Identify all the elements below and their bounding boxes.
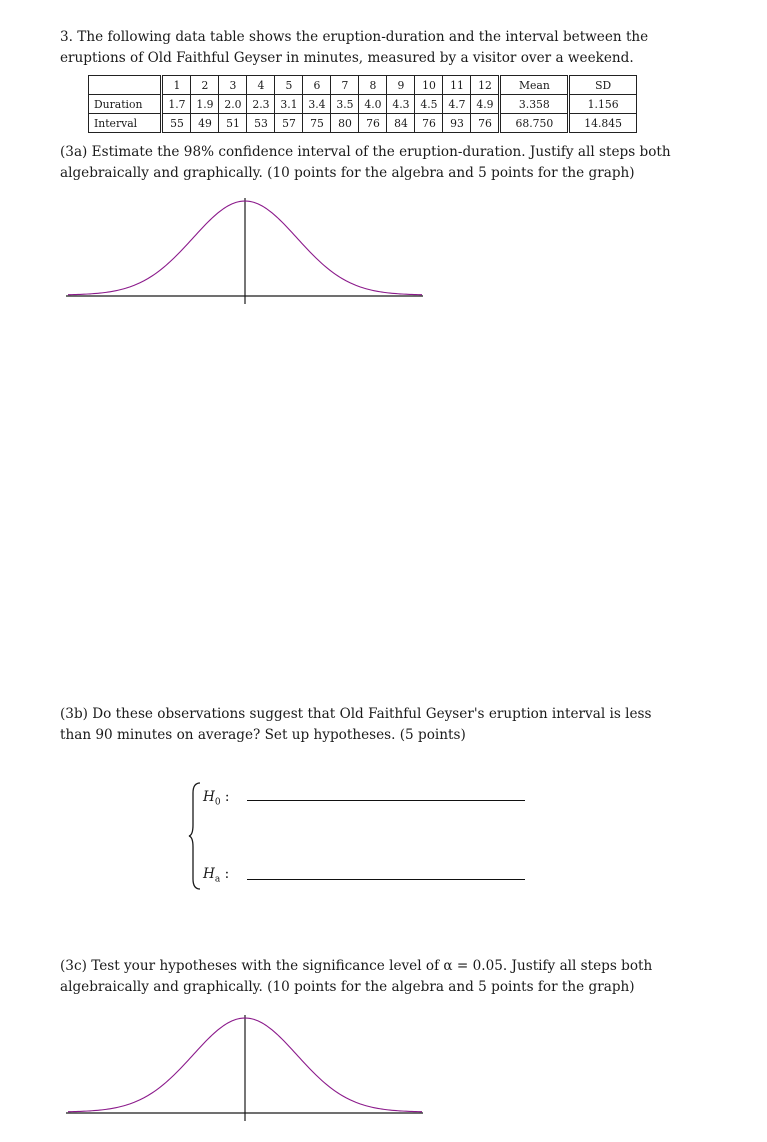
table-header-cell: 3 xyxy=(219,76,247,95)
part-b-prompt: (3b) Do these observations suggest that Old Faithful Geyser's eruption interval is less than 90 minutes on average? Set up hypotheses. (5 points) xyxy=(60,706,652,743)
row-label: Duration xyxy=(89,95,162,114)
table-header-cell: 7 xyxy=(331,76,359,95)
table-cell: 55 xyxy=(162,114,191,133)
table-row-interval xyxy=(89,114,637,133)
table-cell: 75 xyxy=(303,114,331,133)
bell-curve-graph-c xyxy=(0,1005,440,1125)
table-header-cell: 11 xyxy=(443,76,471,95)
table-cell: 51 xyxy=(219,114,247,133)
table-corner-cell xyxy=(89,76,162,95)
table-cell: 93 xyxy=(443,114,471,133)
table-cell: 2.0 xyxy=(219,95,247,114)
table-cell: 4.0 xyxy=(359,95,387,114)
bell-curve-graph-a xyxy=(0,188,440,308)
table-cell: 3.1 xyxy=(275,95,303,114)
row-label: Interval xyxy=(89,114,162,133)
null-hypothesis-blank[interactable] xyxy=(247,800,525,801)
sd-cell: 1.156 xyxy=(569,95,637,114)
table-header-cell: 5 xyxy=(275,76,303,95)
null-hypothesis-label: $H_0$ : xyxy=(203,789,230,808)
left-brace xyxy=(188,781,204,891)
table-header-cell: 1 xyxy=(162,76,191,95)
table-cell: 1.7 xyxy=(162,95,191,114)
table-cell: 84 xyxy=(387,114,415,133)
table-cell: 53 xyxy=(247,114,275,133)
table-cell: 3.5 xyxy=(331,95,359,114)
table-header-cell: 12 xyxy=(471,76,500,95)
table-cell: 57 xyxy=(275,114,303,133)
mean-cell: 3.358 xyxy=(500,95,569,114)
table-cell: 76 xyxy=(415,114,443,133)
alternative-hypothesis-blank[interactable] xyxy=(247,879,525,880)
alternative-hypothesis-label: $H_a$ : xyxy=(203,866,230,885)
part-c-prompt: (3c) Test your hypotheses with the significance level of α = 0.05. Justify all steps both algebraically and graphically. (10 points for the algebra and 5 points for the graph) xyxy=(60,958,653,995)
mean-cell: 68.750 xyxy=(500,114,569,133)
data-table xyxy=(88,75,637,133)
sd-cell: 14.845 xyxy=(569,114,637,133)
table-header-row xyxy=(89,76,637,95)
table-cell: 4.7 xyxy=(443,95,471,114)
table-header-cell: 2 xyxy=(191,76,219,95)
table-cell: 2.3 xyxy=(247,95,275,114)
table-header-cell: 6 xyxy=(303,76,331,95)
table-cell: 80 xyxy=(331,114,359,133)
table-cell: 3.4 xyxy=(303,95,331,114)
table-cell: 4.5 xyxy=(415,95,443,114)
table-header-cell: 9 xyxy=(387,76,415,95)
table-header-cell: 4 xyxy=(247,76,275,95)
table-cell: 1.9 xyxy=(191,95,219,114)
mean-header: Mean xyxy=(500,76,569,95)
table-row-duration xyxy=(89,95,637,114)
table-cell: 4.3 xyxy=(387,95,415,114)
part-a-prompt: (3a) Estimate the 98% confidence interval of the eruption-duration. Justify all steps both algebraically and graphically. (10 points for the algebra and 5 points for the graph) xyxy=(60,144,671,181)
table-cell: 4.9 xyxy=(471,95,500,114)
table-header-cell: 8 xyxy=(359,76,387,95)
problem-intro: 3. The following data table shows the eruption-duration and the interval between the eruptions of Old Faithful Geyser in minutes, measured by a visitor over a weekend. xyxy=(60,29,649,66)
table-cell: 76 xyxy=(471,114,500,133)
table-header-cell: 10 xyxy=(415,76,443,95)
table-cell: 76 xyxy=(359,114,387,133)
sd-header: SD xyxy=(569,76,637,95)
table-cell: 49 xyxy=(191,114,219,133)
